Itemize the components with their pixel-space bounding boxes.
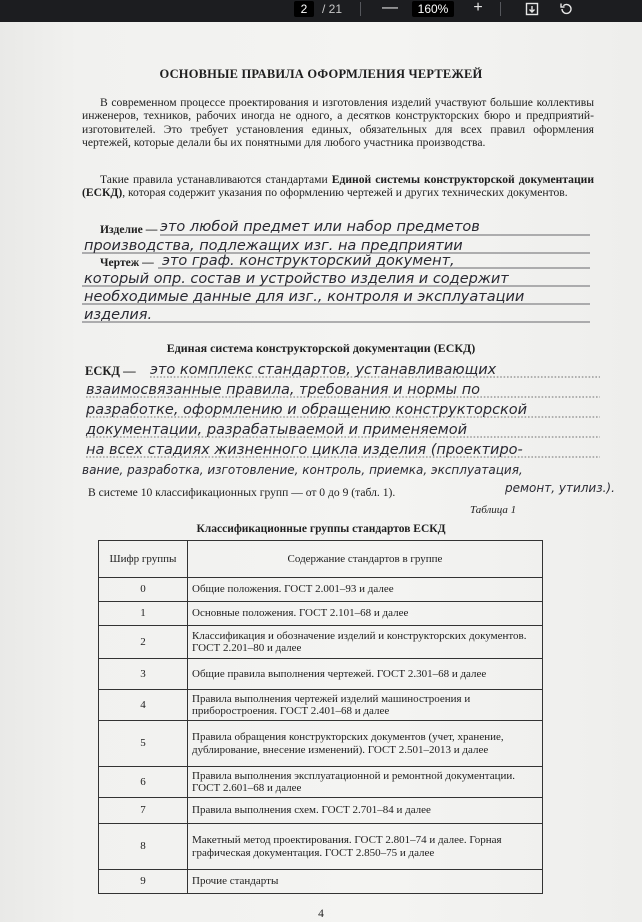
term-eskd: ЕСКД —	[85, 364, 136, 378]
cell-code: 4	[99, 690, 188, 721]
cell-code: 8	[99, 824, 188, 870]
hand-eskd-line-4: документации, разрабатываемой и применяемой	[86, 422, 468, 438]
table-row	[99, 659, 543, 690]
term-izdelie: Изделие —	[100, 223, 158, 236]
cell-content: Общие положения. ГОСТ 2.001–93 и далее	[188, 578, 543, 602]
cell-content: Правила обращения конструкторских документов (учет, хранение, дублирование, внесение изменений). ГОСТ 2.501–2013 и далее	[188, 721, 543, 767]
hand-izdelie-line-2: производства, подлежащих изг. на предприятии	[84, 238, 463, 254]
hand-eskd-line-5: на всех стадиях жизненного цикла изделия (проектиро-	[86, 442, 523, 458]
table-row	[99, 602, 543, 626]
hand-chertezh-line-3: необходимые данные для изг., контроля и эксплуатации	[84, 289, 525, 305]
rotate-icon[interactable]	[558, 1, 574, 17]
cell-content: Общие правила выполнения чертежей. ГОСТ 2.301–68 и далее	[188, 659, 543, 690]
hand-eskd-line-1: это комплекс стандартов, устанавливающих	[150, 362, 497, 378]
zoom-in-button[interactable]: +	[473, 0, 483, 16]
hand-chertezh-line-4: изделия.	[84, 307, 153, 323]
table-row	[99, 690, 543, 721]
page-number: 4	[318, 908, 324, 920]
document-page	[0, 22, 642, 922]
header-content: Содержание стандартов в группе	[188, 541, 543, 578]
hand-chertezh-line-1: это граф. конструкторский документ,	[162, 253, 455, 269]
eskd-paragraph: Такие правила устанавливаются стандартами Единой системы конструкторской документации (ЕСКД), которая содержит указания по оформлению чертежей и других технических документов.	[82, 173, 594, 200]
hand-chertezh-line-2: который опр. состав и устройство изделия и содержит	[84, 271, 509, 287]
toolbar-divider	[500, 2, 501, 16]
cell-code: 7	[99, 798, 188, 824]
table-row	[99, 870, 543, 894]
zoom-level-input[interactable]: 160%	[412, 1, 454, 17]
classification-table	[98, 540, 543, 894]
hand-eskd-line-7: ремонт, утилиз.).	[505, 481, 615, 495]
zoom-out-button[interactable]: —	[382, 0, 398, 16]
cell-content: Классификация и обозначение изделий и конструкторских документов. ГОСТ 2.201–80 и далее	[188, 626, 543, 659]
fit-page-icon[interactable]	[524, 1, 540, 17]
term-chertezh: Чертеж —	[100, 256, 154, 269]
viewer-toolbar	[0, 0, 642, 22]
cell-content: Правила выполнения чертежей изделий машиностроения и приборостроения. ГОСТ 2.401–68 и далее	[188, 690, 543, 721]
hand-eskd-line-2: взаимосвязанные правила, требования и нормы по	[86, 382, 481, 398]
cell-code: 3	[99, 659, 188, 690]
cell-content: Основные положения. ГОСТ 2.101–68 и далее	[188, 602, 543, 626]
cell-code: 2	[99, 626, 188, 659]
toolbar-divider	[360, 2, 361, 16]
table-title: Классификационные группы стандартов ЕСКД	[196, 523, 446, 535]
hand-eskd-line-3: разработке, оформлению и обращению конструкторской	[86, 402, 528, 418]
page-total-label: / 21	[322, 2, 343, 16]
table-row	[99, 824, 543, 870]
cell-code: 1	[99, 602, 188, 626]
cell-code: 9	[99, 870, 188, 894]
table-number: Таблица 1	[470, 504, 517, 516]
cell-code: 5	[99, 721, 188, 767]
header-code: Шифр группы	[99, 541, 188, 578]
page-number-input[interactable]: 2	[294, 1, 314, 17]
hand-izdelie-line-1: это любой предмет или набор предметов	[160, 219, 480, 235]
cell-code: 6	[99, 767, 188, 798]
system-groups-text: В системе 10 классификационных групп — от 0 до 9 (табл. 1).	[88, 486, 396, 499]
cell-content: Прочие стандарты	[188, 870, 543, 894]
table-row	[99, 721, 543, 767]
table-row	[99, 767, 543, 798]
table-row	[99, 626, 543, 659]
table-header-row	[99, 541, 543, 578]
intro-paragraph: В современном процессе проектирования и изготовления изделий участвуют большие коллективы инженеров, техников, рабочих иногда не одного, а десятков конструкторских бюро и предприятий-изготовителей. Это требует установления единых, обязательных для всех правил оформления чертежей, которые делали бы их понятными для любого участника производства.	[82, 96, 594, 149]
section-heading: Единая система конструкторской документации (ЕСКД)	[166, 341, 476, 355]
cell-content: Правила выполнения эксплуатационной и ремонтной документации. ГОСТ 2.601–68 и далее	[188, 767, 543, 798]
cell-code: 0	[99, 578, 188, 602]
table-row	[99, 578, 543, 602]
hand-eskd-line-6: вание, разработка, изготовление, контроль, приемка, эксплуатация,	[82, 463, 523, 477]
page-title: ОСНОВНЫЕ ПРАВИЛА ОФОРМЛЕНИЯ ЧЕРТЕЖЕЙ	[159, 67, 483, 81]
cell-content: Правила выполнения схем. ГОСТ 2.701–84 и далее	[188, 798, 543, 824]
table-row	[99, 798, 543, 824]
cell-content: Макетный метод проектирования. ГОСТ 2.801–74 и далее. Горная графическая документация. ГОСТ 2.850–75 и далее	[188, 824, 543, 870]
